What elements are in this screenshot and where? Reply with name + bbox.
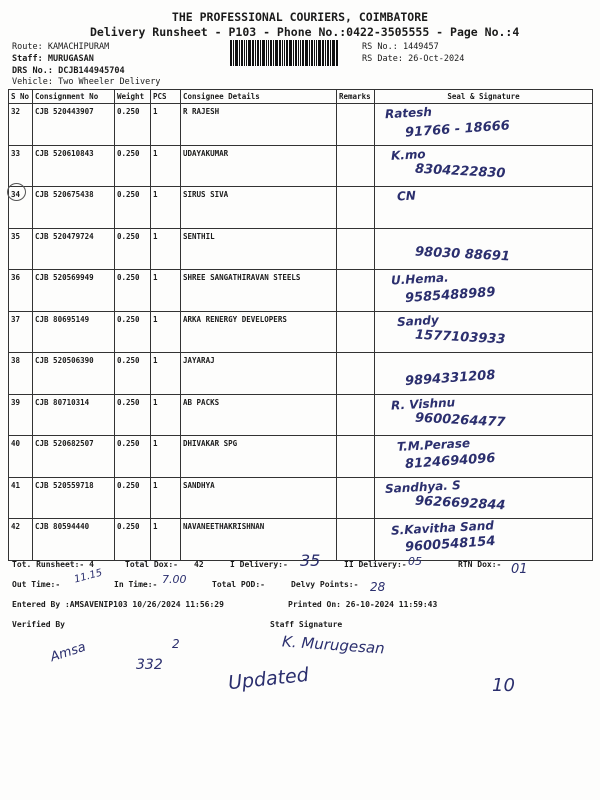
row-pcs: 1 bbox=[151, 187, 181, 229]
row-remarks bbox=[337, 104, 375, 146]
signature-handwritten: R. Vishnu bbox=[390, 394, 456, 413]
vehicle-line bbox=[12, 77, 160, 87]
signature-handwritten: S.Kavitha Sand bbox=[390, 518, 495, 538]
row-weight: 0.250 bbox=[115, 394, 151, 436]
col-header-sno: S No bbox=[9, 90, 33, 104]
circle-mark bbox=[7, 183, 26, 201]
drs-value: DCJB144945704 bbox=[58, 66, 125, 76]
phone-handwritten: 9626692844 bbox=[414, 493, 506, 513]
row-consignment-no: CJB 80695149 bbox=[33, 311, 115, 353]
runsheet-table bbox=[8, 89, 593, 561]
phone-handwritten: 91766 - 18666 bbox=[404, 118, 511, 141]
row-weight: 0.250 bbox=[115, 104, 151, 146]
row-consignment-no: CJB 520610843 bbox=[33, 145, 115, 187]
total-pod-label: Total POD:- bbox=[212, 580, 265, 589]
phone-handwritten: 8304222830 bbox=[414, 161, 506, 181]
row-weight: 0.250 bbox=[115, 270, 151, 312]
row-signature bbox=[375, 270, 593, 312]
row-sno: 34 bbox=[9, 187, 33, 229]
out-time-label: Out Time:- bbox=[12, 580, 61, 589]
row-signature bbox=[375, 228, 593, 270]
row-consignee: DHIVAKAR SPG bbox=[181, 436, 337, 478]
printed-on: Printed On: 26-10-2024 11:59:43 bbox=[288, 600, 438, 609]
row-sno: 39 bbox=[9, 394, 33, 436]
row-sno: 35 bbox=[9, 228, 33, 270]
table-row bbox=[9, 270, 593, 312]
row-pcs: 1 bbox=[151, 436, 181, 478]
rtn-dox-handwritten: 01 bbox=[511, 562, 528, 577]
row-signature bbox=[375, 311, 593, 353]
company-title: THE PROFESSIONAL COURIERS, COIMBATORE bbox=[171, 10, 429, 24]
row-sno: 42 bbox=[9, 519, 33, 561]
row-remarks bbox=[337, 187, 375, 229]
phone-handwritten: 9585488989 bbox=[404, 284, 496, 307]
row-consignee: AB PACKS bbox=[181, 394, 337, 436]
row-pcs: 1 bbox=[151, 145, 181, 187]
row-signature bbox=[375, 145, 593, 187]
barcode bbox=[230, 40, 356, 66]
drs-label: DRS No.: bbox=[12, 66, 53, 76]
out-time-handwritten: 11.15 bbox=[73, 567, 104, 586]
in-time-handwritten: 7.00 bbox=[162, 573, 187, 586]
table-row bbox=[9, 353, 593, 395]
handwritten-2: 2 bbox=[172, 637, 180, 651]
row-consignee: ARKA RENERGY DEVELOPERS bbox=[181, 311, 337, 353]
row-pcs: 1 bbox=[151, 270, 181, 312]
rs-no-value: 1449457 bbox=[402, 42, 439, 52]
table-header-row bbox=[9, 90, 593, 104]
row-signature bbox=[375, 187, 593, 229]
phone-handwritten: 9600548154 bbox=[404, 533, 496, 556]
row-consignment-no: CJB 520443907 bbox=[33, 104, 115, 146]
runsheet-title: Delivery Runsheet - P103 - Phone No.:0422-3505555 - Page No.:4 bbox=[90, 25, 520, 39]
col-header-pcs: PCS bbox=[151, 90, 181, 104]
row-remarks bbox=[337, 477, 375, 519]
row-sno: 37 bbox=[9, 311, 33, 353]
row-consignment-no: CJB 80710314 bbox=[33, 394, 115, 436]
row-remarks bbox=[337, 394, 375, 436]
row-consignee: SENTHIL bbox=[181, 228, 337, 270]
vehicle-value: Two Wheeler Delivery bbox=[58, 77, 161, 87]
staff-signature-handwritten: K. Murugesan bbox=[281, 632, 386, 658]
phone-handwritten: 9894331208 bbox=[404, 367, 496, 390]
row-pcs: 1 bbox=[151, 519, 181, 561]
drs-line bbox=[12, 66, 125, 76]
table-row bbox=[9, 228, 593, 270]
col-header-signature: Seal & Signature bbox=[375, 90, 593, 104]
row-consignee: SANDHYA bbox=[181, 477, 337, 519]
verified-by-label: Verified By bbox=[12, 620, 65, 629]
row-remarks bbox=[337, 228, 375, 270]
rtn-dox-label: RTN Dox:- bbox=[458, 560, 502, 569]
staff-line bbox=[12, 54, 94, 64]
route-line bbox=[12, 42, 109, 52]
row-consignment-no: CJB 520559718 bbox=[33, 477, 115, 519]
tot-runsheet: Tot. Runsheet:- 4 bbox=[12, 560, 94, 569]
table-row bbox=[9, 311, 593, 353]
col-header-consignee: Consignee Details bbox=[181, 90, 337, 104]
row-consignee: JAYARAJ bbox=[181, 353, 337, 395]
rs-no-line bbox=[362, 42, 439, 52]
verified-by-handwritten: Amsa bbox=[48, 639, 88, 666]
signature-handwritten: T.M.Perase bbox=[396, 436, 471, 454]
signature-handwritten: Ratesh bbox=[384, 104, 433, 122]
row-weight: 0.250 bbox=[115, 519, 151, 561]
col-header-remarks: Remarks bbox=[337, 90, 375, 104]
row-weight: 0.250 bbox=[115, 187, 151, 229]
i-delivery-label: I Delivery:- bbox=[230, 560, 288, 569]
col-header-weight: Weight bbox=[115, 90, 151, 104]
row-pcs: 1 bbox=[151, 104, 181, 146]
vehicle-label: Vehicle: bbox=[12, 77, 53, 87]
row-consignee: SHREE SANGATHIRAVAN STEELS bbox=[181, 270, 337, 312]
row-consignment-no: CJB 520682507 bbox=[33, 436, 115, 478]
row-signature bbox=[375, 436, 593, 478]
row-weight: 0.250 bbox=[115, 228, 151, 270]
table-row bbox=[9, 104, 593, 146]
entered-by: Entered By :AMSAVENIP103 10/26/2024 11:56:29 bbox=[12, 600, 224, 609]
phone-handwritten: 8124694096 bbox=[404, 450, 496, 473]
i-delivery-handwritten: 35 bbox=[300, 551, 321, 570]
rs-no-label: RS No.: bbox=[362, 42, 398, 52]
signature-handwritten: CN bbox=[396, 188, 417, 204]
row-remarks bbox=[337, 353, 375, 395]
row-sno: 36 bbox=[9, 270, 33, 312]
row-sno: 40 bbox=[9, 436, 33, 478]
handwritten-10: 10 bbox=[492, 675, 515, 696]
row-remarks bbox=[337, 311, 375, 353]
staff-label: Staff: bbox=[12, 54, 43, 64]
row-weight: 0.250 bbox=[115, 477, 151, 519]
row-sno: 38 bbox=[9, 353, 33, 395]
rs-date-value: 26-Oct-2024 bbox=[408, 54, 465, 64]
row-remarks bbox=[337, 519, 375, 561]
table-row bbox=[9, 187, 593, 229]
route-label: Route: bbox=[12, 42, 43, 52]
row-consignee: UDAYAKUMAR bbox=[181, 145, 337, 187]
signature-handwritten: K.mo bbox=[390, 146, 426, 163]
row-pcs: 1 bbox=[151, 311, 181, 353]
ii-delivery-handwritten: 05 bbox=[408, 555, 422, 568]
staff-value: MURUGASAN bbox=[47, 54, 94, 64]
signature-handwritten: Sandhya. S bbox=[384, 477, 462, 496]
total-dox-value: 42 bbox=[194, 560, 204, 569]
row-signature bbox=[375, 104, 593, 146]
staff-signature-label: Staff Signature bbox=[270, 620, 343, 629]
row-remarks bbox=[337, 436, 375, 478]
rs-date-line bbox=[362, 54, 464, 64]
signature-handwritten: Sandy bbox=[396, 312, 440, 329]
row-consignment-no: CJB 520675438 bbox=[33, 187, 115, 229]
row-signature bbox=[375, 394, 593, 436]
row-pcs: 1 bbox=[151, 477, 181, 519]
in-time-label: In Time:- bbox=[114, 580, 158, 589]
row-weight: 0.250 bbox=[115, 311, 151, 353]
updated-handwritten: Updated bbox=[227, 663, 310, 695]
row-pcs: 1 bbox=[151, 353, 181, 395]
row-weight: 0.250 bbox=[115, 353, 151, 395]
delvy-points-handwritten: 28 bbox=[370, 580, 386, 594]
row-pcs: 1 bbox=[151, 228, 181, 270]
signature-handwritten: U.Hema. bbox=[390, 270, 449, 288]
phone-handwritten: 9600264477 bbox=[414, 410, 506, 430]
row-weight: 0.250 bbox=[115, 145, 151, 187]
table-row bbox=[9, 477, 593, 519]
row-sno: 33 bbox=[9, 145, 33, 187]
row-consignee: NAVANEETHAKRISHNAN bbox=[181, 519, 337, 561]
handwritten-332: 332 bbox=[136, 657, 163, 673]
row-consignment-no: CJB 520569949 bbox=[33, 270, 115, 312]
row-signature bbox=[375, 353, 593, 395]
row-consignee: SIRUS SIVA bbox=[181, 187, 337, 229]
total-dox-label: Total Dox:- bbox=[125, 560, 178, 569]
row-sno: 32 bbox=[9, 104, 33, 146]
row-consignee: R RAJESH bbox=[181, 104, 337, 146]
row-consignment-no: CJB 520479724 bbox=[33, 228, 115, 270]
row-signature bbox=[375, 519, 593, 561]
route-value: KAMACHIPURAM bbox=[47, 42, 110, 52]
col-header-consignment: Consignment No bbox=[33, 90, 115, 104]
phone-handwritten: 98030 88691 bbox=[414, 244, 511, 264]
row-consignment-no: CJB 80594440 bbox=[33, 519, 115, 561]
row-sno: 41 bbox=[9, 477, 33, 519]
table-row bbox=[9, 145, 593, 187]
table-row bbox=[9, 436, 593, 478]
row-remarks bbox=[337, 270, 375, 312]
table-row bbox=[9, 394, 593, 436]
row-remarks bbox=[337, 145, 375, 187]
row-signature bbox=[375, 477, 593, 519]
row-pcs: 1 bbox=[151, 394, 181, 436]
phone-handwritten: 1577103933 bbox=[414, 327, 506, 347]
row-consignment-no: CJB 520506390 bbox=[33, 353, 115, 395]
ii-delivery-label: II Delivery:- bbox=[344, 560, 407, 569]
rs-date-label: RS Date: bbox=[362, 54, 403, 64]
row-weight: 0.250 bbox=[115, 436, 151, 478]
delvy-points-label: Delvy Points:- bbox=[291, 580, 359, 589]
